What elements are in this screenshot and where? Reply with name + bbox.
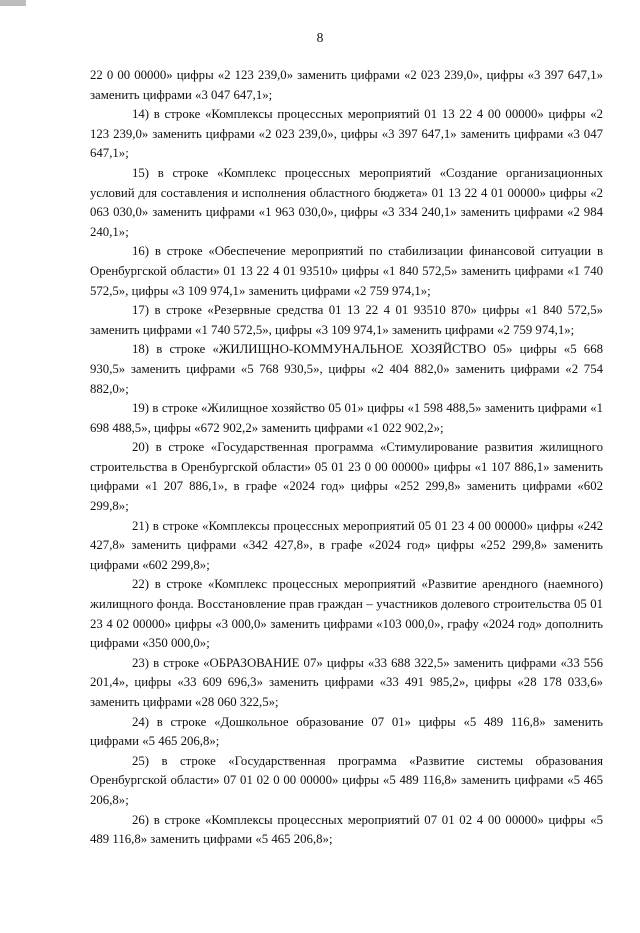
paragraph: 16) в строке «Обеспечение мероприятий по стабилизации финансовой ситуации в Оренбургской области» 01 13 22 4 01 93510» цифры «1 840 572,5» заменить цифрами «1 740 572,5», цифры «3 109 974,1» заменить цифрами «2 759 974,1»; — [90, 244, 603, 298]
document-body — [90, 66, 603, 850]
paragraph: 15) в строке «Комплекс процессных мероприятий «Создание организационных условий для составления и исполнения областного бюджета» 01 13 22 4 01 00000» цифры «2 063 030,0» заменить цифрами «1 963 030,0», цифры «3 334 240,1» заменить цифрами «2 984 240,1»; — [90, 165, 603, 239]
paragraph: 18) в строке «ЖИЛИЩНО-КОММУНАЛЬНОЕ ХОЗЯЙСТВО 05» цифры «5 668 930,5» заменить цифрами «5 768 930,5», цифры «2 404 882,0» заменить цифрами «2 754 882,0»; — [90, 342, 603, 396]
paragraph: 14) в строке «Комплексы процессных мероприятий 01 13 22 4 00 00000» цифры «2 123 239,0» заменить цифрами «2 023 239,0», цифры «3 397 647,1» заменить цифрами «3 047 647,1»; — [90, 107, 603, 161]
paragraph: 22 0 00 00000» цифры «2 123 239,0» заменить цифрами «2 023 239,0», цифры «3 397 647,1» заменить цифрами «3 047 647,1»; — [90, 68, 603, 102]
paragraph: 21) в строке «Комплексы процессных мероприятий 05 01 23 4 00 00000» цифры «242 427,8» заменить цифрами «342 427,8», в графе «2024 год» цифры «252 299,8» заменить цифрами «602 299,8»; — [90, 518, 603, 572]
paragraph: 25) в строке «Государственная программа «Развитие системы образования Оренбургской области» 07 01 02 0 00 00000» цифры «5 489 116,8» заменить цифрами «5 465 206,8»; — [90, 753, 603, 807]
paragraph: 23) в строке «ОБРАЗОВАНИЕ 07» цифры «33 688 322,5» заменить цифрами «33 556 201,4», цифры «33 609 696,3» заменить цифрами «33 491 985,2», цифры «28 178 033,6» заменить цифрами «28 060 322,5»; — [90, 655, 603, 709]
scan-corner-mark — [0, 0, 26, 6]
paragraph: 19) в строке «Жилищное хозяйство 05 01» цифры «1 598 488,5» заменить цифрами «1 698 488,5», цифры «672 902,2» заменить цифрами «1 022 902,2»; — [90, 401, 603, 435]
paragraph: 17) в строке «Резервные средства 01 13 22 4 01 93510 870» цифры «1 840 572,5» заменить цифрами «1 740 572,5», цифры «3 109 974,1» заменить цифрами «2 759 974,1»; — [90, 303, 603, 337]
paragraph: 26) в строке «Комплексы процессных мероприятий 07 01 02 4 00 00000» цифры «5 489 116,8» заменить цифрами «5 465 206,8»; — [90, 812, 603, 847]
paragraph: 22) в строке «Комплекс процессных мероприятий «Развитие арендного (наемного) жилищного фонда. Восстановление прав граждан – участников долевого строительства 05 01 23 4 02 00000» цифры «3 000,0» заменить цифрами «103 000,0», графу «2024 год» дополнить цифрами «350 000,0»; — [90, 577, 603, 651]
page-number: 8 — [316, 30, 324, 45]
paragraph: 20) в строке «Государственная программа «Стимулирование развития жилищного строительства в Оренбургской области» 05 01 23 0 00 00000» цифры «1 107 886,1» заменить цифрами «1 207 886,1», в графе «2024 год» цифры «252 299,8» заменить цифрами «602 299,8»; — [90, 440, 603, 514]
paragraph: 24) в строке «Дошкольное образование 07 01» цифры «5 489 116,8» заменить цифрами «5 465 206,8»; — [90, 714, 603, 749]
